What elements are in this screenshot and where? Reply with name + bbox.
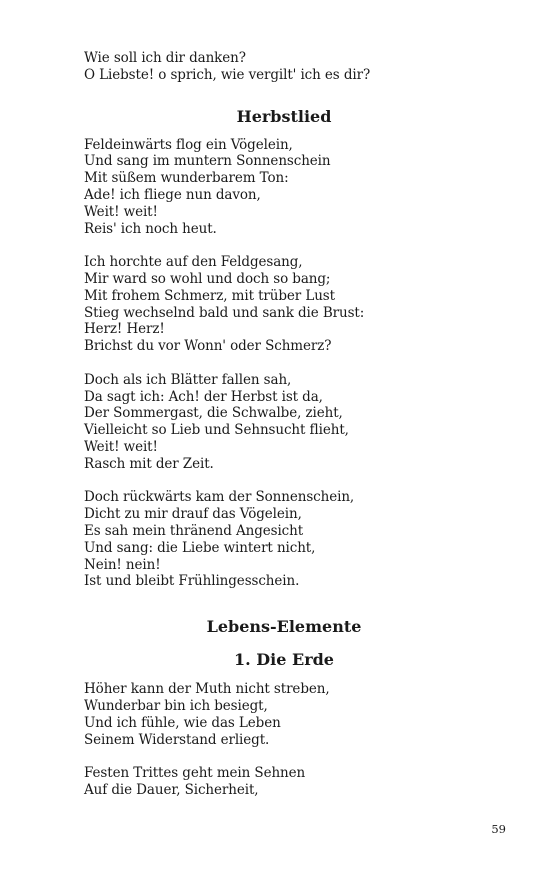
erde-stanza-2 [84, 765, 484, 799]
verse-line: Es sah mein thränend Angesicht [84, 522, 304, 539]
verse-line: Und sang im muntern Sonnenschein [84, 153, 331, 170]
verse-line: Feldeinwärts flog ein Vögelein, [84, 136, 293, 153]
verse-line: Wunderbar bin ich besiegt, [84, 697, 268, 714]
verse-line: Höher kann der Muth nicht streben, [84, 681, 330, 698]
verse-line: Seinem Widerstand erliegt. [84, 731, 270, 748]
page-number: 59 [491, 822, 506, 836]
herbstlied-stanza-2 [84, 254, 484, 355]
poem-title-herbstlied: Herbstlied [236, 106, 332, 126]
verse-line: Stieg wechselnd bald und sank die Brust: [84, 304, 365, 321]
verse-line: Und sang: die Liebe wintert nicht, [84, 539, 316, 556]
herbstlied-stanza-3 [84, 372, 484, 473]
verse-line: Ich horchte auf den Feldgesang, [84, 254, 303, 271]
verse-line: Da sagt ich: Ach! der Herbst ist da, [84, 388, 323, 405]
poem-title-lebens-elemente: Lebens-Elemente [206, 617, 362, 637]
verse-line: Rasch mit der Zeit. [84, 455, 214, 472]
verse-line: Vielleicht so Lieb und Sehnsucht flieht, [84, 422, 349, 439]
verse-line: Und ich fühle, wie das Leben [84, 714, 281, 731]
verse-line: Nein! nein! [84, 556, 161, 573]
verse-line: Weit! weit! [84, 203, 158, 220]
erde-stanza-1 [84, 681, 484, 748]
poem-subtitle-die-erde: 1. Die Erde [234, 650, 334, 670]
verse-line: Auf die Dauer, Sicherheit, [84, 781, 259, 798]
verse-line: Ist und bleibt Frühlingesschein. [84, 573, 300, 590]
verse-line: Doch als ich Blätter fallen sah, [84, 371, 292, 388]
verse-line: Doch rückwärts kam der Sonnenschein, [84, 489, 355, 506]
verse-line: Weit! weit! [84, 438, 158, 455]
verse-line: Mit süßem wunderbarem Ton: [84, 170, 289, 187]
verse-line: Festen Trittes geht mein Sehnen [84, 765, 306, 782]
verse-line: Mit frohem Schmerz, mit trüber Lust [84, 287, 335, 304]
page-content [84, 50, 484, 799]
opening-stanza [84, 50, 484, 84]
verse-line: Wie soll ich dir danken? [84, 50, 246, 66]
herbstlied-stanza-1 [84, 137, 484, 238]
verse-line: Brichst du vor Wonn' oder Schmerz? [84, 338, 332, 355]
verse-line: Mir ward so wohl und doch so bang; [84, 270, 331, 287]
verse-line: Herz! Herz! [84, 321, 165, 338]
verse-line: Ade! ich fliege nun davon, [84, 186, 261, 203]
verse-line: Der Sommergast, die Schwalbe, zieht, [84, 405, 343, 422]
verse-line: Dicht zu mir drauf das Vögelein, [84, 506, 302, 523]
verse-line: Reis' ich noch heut. [84, 220, 217, 237]
verse-line: O Liebste! o sprich, wie vergilt' ich es dir? [84, 66, 371, 83]
herbstlied-stanza-4 [84, 489, 484, 590]
